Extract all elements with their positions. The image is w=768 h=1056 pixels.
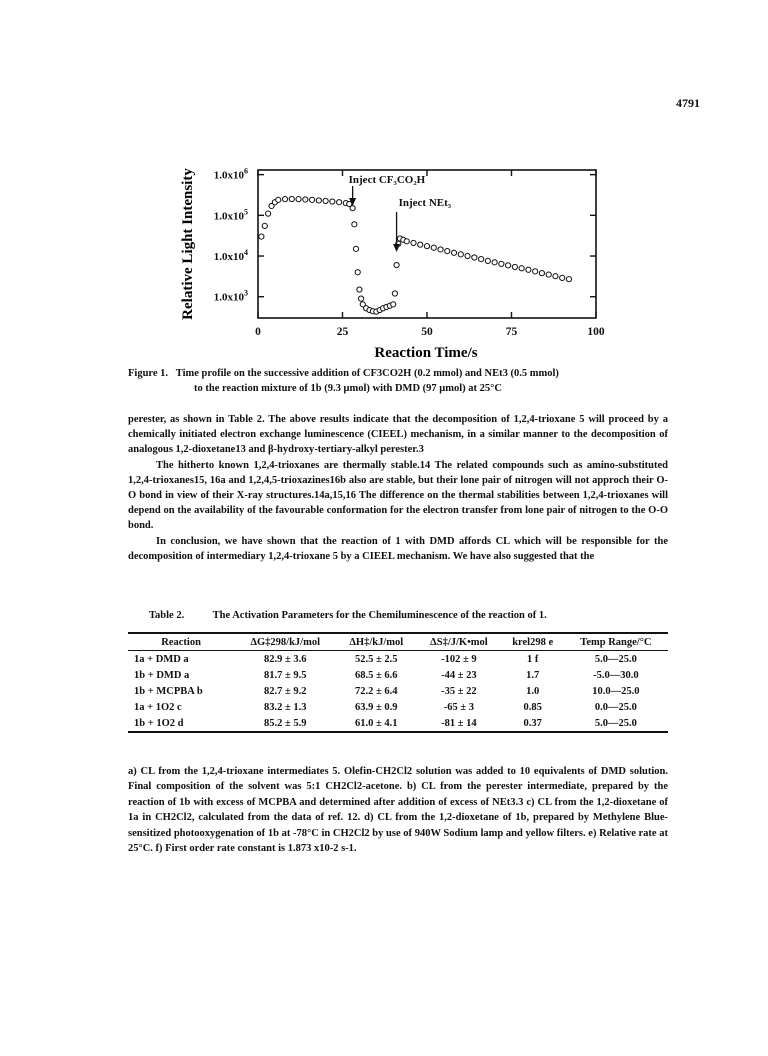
data-point [266,211,271,216]
data-point [499,261,504,266]
figure-caption-text: Time profile on the successive addition of CF3CO2H (0.2 mmol) and NEt3 (0.5 mmol) [175,368,559,379]
data-point [451,250,456,255]
annotation-arrowhead [393,244,400,252]
column-header: Reaction [128,633,234,651]
data-point [546,272,551,277]
y-tick-label: $1.0x10^5$ [213,207,248,223]
data-point [438,247,443,252]
table-cell: 72.2 ± 6.4 [354,685,398,697]
data-point [316,198,321,203]
data-point [353,246,358,251]
data-point [465,253,470,258]
y-axis-label: Relative Light Intensity [180,168,196,320]
y-tick-label: $1.0x10^4$ [213,248,248,264]
table-cell: 5.0—25.0 [564,715,668,732]
table-cell: 10.0—25.0 [592,685,640,697]
data-point [350,206,355,211]
data-point [506,263,511,268]
y-tick-label: $1.0x10^3$ [213,288,248,304]
table-cell: 1a + 1O2 c [134,701,182,713]
data-point [472,255,477,260]
data-point [458,252,463,257]
data-point [358,296,363,301]
data-point [330,199,335,204]
column-header: ΔS‡/J/K•mol [416,633,501,651]
table-cell: 5.0—25.0 [594,653,637,665]
table-cell: -5.0—30.0 [593,669,639,681]
data-point [355,270,360,275]
table-cell: 82.7 ± 9.2 [263,685,307,697]
figure-caption [128,366,668,396]
table-cell: 1b + MCPBA b [134,685,203,697]
table-2 [128,632,668,733]
data-point [560,275,565,280]
table-cell: -44 ± 23 [441,669,477,681]
figure-1-chart [170,150,610,362]
table-cell: 68.5 ± 6.6 [354,669,398,681]
table-cell: 1.7 [526,669,540,681]
page-number: 4791 [676,96,700,110]
data-point [392,291,397,296]
table-cell: 1.0 [526,685,540,697]
data-point [282,197,287,202]
data-point [485,258,490,263]
table-row [128,699,668,715]
y-tick-label: $1.0x10^6$ [213,166,248,182]
body-text [128,412,668,564]
data-point [323,198,328,203]
data-point [259,234,264,239]
footnote-text: a) CL from the 1,2,4-trioxane intermediates 5. Olefin-CH2Cl2 solution was added to 10 equivalents of DMD solution. Final composition of the solvent was 5:1 CH2Cl2-acetone. b) CL from the perester intermediate, prepared by the reaction of 1b with excess of MCPBA and determined after addition of excess of NEt3.3 c) CL from the 1,2-dioxetane of 1a in CH2Cl2, calculated from the data of ref. 12. d) CL from the 1,2-dioxetane of 1b, prepared by Methylene Blue-sensitized photooxygenation of 1b at -78°C in CH2Cl2 by use of 940W Sodium lamp and yellow filters. e) Relative rate at 25°C. f) First order rate constant is 1.873 x10-2 s-1. [128,766,668,855]
data-point [519,266,524,271]
data-point [424,244,429,249]
data-point [404,239,409,244]
table-caption [149,610,547,621]
table-cell: 1 f [526,653,539,665]
data-point [492,260,497,265]
table-header-row [128,633,668,651]
data-point [526,267,531,272]
data-point [512,264,517,269]
table-cell: 63.9 ± 0.9 [354,701,398,713]
data-point [309,197,314,202]
data-point [566,277,571,282]
data-point [357,287,362,292]
figure-caption-text-2: to the reaction mixture of 1b (9.3 μmol) with DMD (97 μmol) at 25°C [194,383,502,394]
table-cell: 0.85 [523,701,542,713]
table-cell: 61.0 ± 4.1 [336,715,416,732]
table-caption-text: The Activation Parameters for the Chemiluminescence of the reaction of 1. [212,610,547,621]
data-point [276,197,281,202]
table-cell: 52.5 ± 2.5 [354,653,398,665]
data-series [259,196,572,314]
data-point [289,196,294,201]
data-point [352,222,357,227]
paragraph: perester, as shown in Table 2. The above results indicate that the decomposition of 1,2,4-trioxane 5 will proceed by a chemically initiated electron exchange luminescence (CIEEL) mechanism, in a similar manner to the decomposition of analogous 1,2-dioxetane13 and β-hydroxy-tertiary-alkyl perester.3 [128,414,668,456]
paragraph: In conclusion, we have shown that the reaction of 1 with DMD affords CL which will be responsible for the decomposition of intermediary 1,2,4-trioxane 5 by a CIEEL mechanism. We have also suggested that the [128,535,668,562]
table-cell: 1a + DMD a [134,653,189,665]
annotation-label: Inject CF₃CO₂H [348,174,426,186]
table-row [128,683,668,699]
column-header: ΔH‡/kJ/mol [336,633,416,651]
data-point [539,271,544,276]
data-point [533,269,538,274]
x-axis-ticks [255,170,605,338]
data-point [445,249,450,254]
table-cell: 81.7 ± 9.5 [263,669,307,681]
data-point [391,302,396,307]
data-point [303,197,308,202]
x-tick-label: 50 [421,326,433,338]
paragraph: The hitherto known 1,2,4-trioxanes are thermally stable.14 The related compounds such as amino-substituted 1,2,4-trioxanes15, 16a and 1,2,4,5-trioxazines16b also are stable, but their lone pair of nitrogen will not approch their O-O bond in view of their X-ray structures.14a,15,16 The difference on the thermal stabilities between 1,2,4-trioxanes will depend on the availability of the favourable conformation for the electron transfer from lone pair of nitrogen to the O-O bond. [128,459,668,532]
table-cell: 1b + 1O2 d [128,715,234,732]
table-cell: 85.2 ± 5.9 [234,715,336,732]
data-point [394,262,399,267]
table-cell: -102 ± 9 [441,653,477,665]
table-cell: 83.2 ± 1.3 [263,701,307,713]
x-axis-label: Reaction Time/s [374,345,478,361]
data-point [337,200,342,205]
data-point [431,245,436,250]
table-row [128,667,668,683]
table-label: Table 2. [149,610,185,621]
table-row [128,651,668,668]
data-point [296,197,301,202]
x-tick-label: 0 [255,326,261,338]
column-header: krel298 e [502,633,564,651]
table-footnotes [128,764,668,856]
table-cell: 0.37 [502,715,564,732]
data-point [262,223,267,228]
x-tick-label: 75 [505,326,518,338]
table-row [128,715,668,732]
y-axis-ticks [214,167,596,304]
x-tick-label: 25 [336,326,349,338]
annotation-label: Inject NEt₃ [398,197,452,209]
column-header: ΔG‡298/kJ/mol [234,633,336,651]
figure-label: Figure 1. [128,368,169,379]
table-cell: -35 ± 22 [441,685,477,697]
activation-parameters-table [128,632,668,733]
data-point [411,240,416,245]
column-header: Temp Range/°C [564,633,668,651]
table-cell: 82.9 ± 3.6 [263,653,307,665]
data-point [553,274,558,279]
data-point [478,257,483,262]
table-cell: -81 ± 14 [416,715,501,732]
table-cell: 0.0—25.0 [594,701,637,713]
data-point [418,242,423,247]
table-cell: -65 ± 3 [443,701,475,713]
table-cell: 1b + DMD a [134,669,190,681]
x-tick-label: 100 [587,326,605,338]
